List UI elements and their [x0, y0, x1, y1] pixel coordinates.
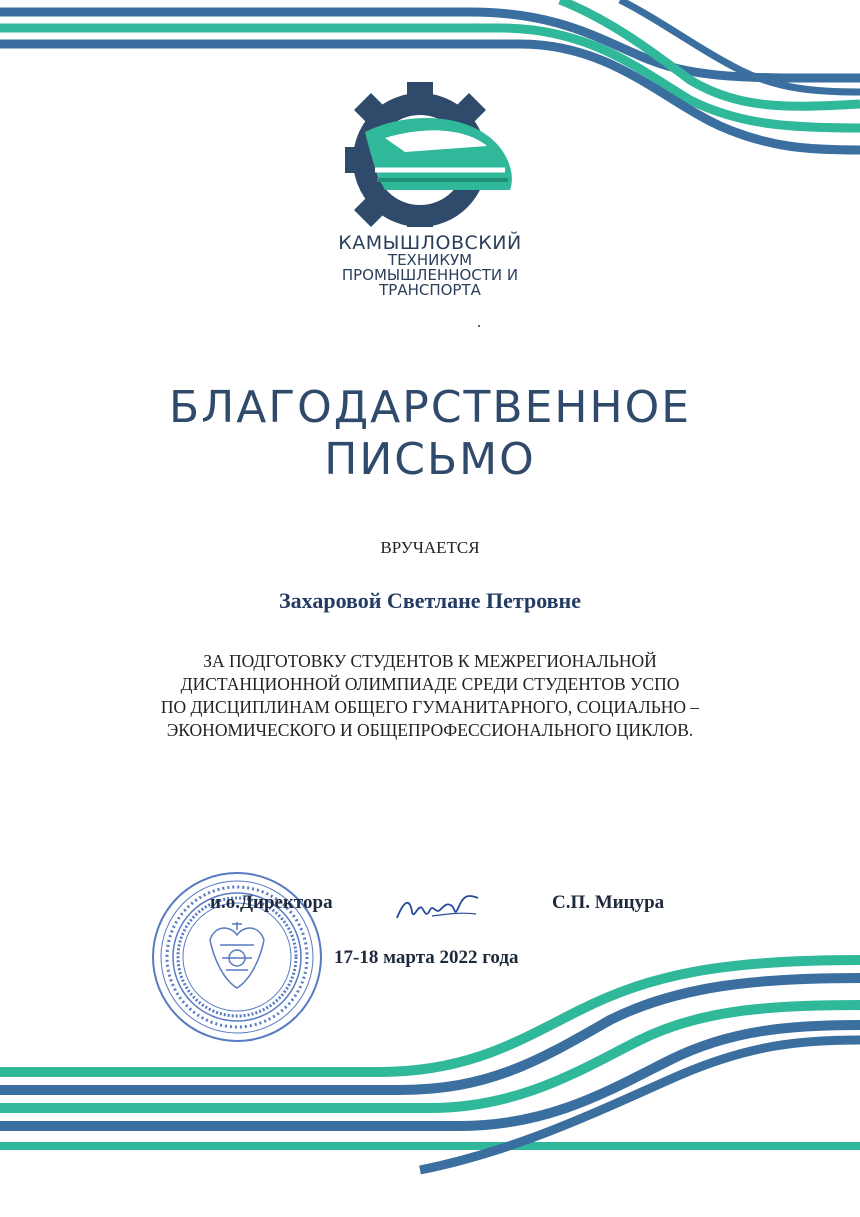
handwritten-signature: [392, 890, 482, 926]
stray-dot: [478, 325, 480, 327]
reason-line2: ДИСТАНЦИОННОЙ ОЛИМПИАДЕ СРЕДИ СТУДЕНТОВ УСПО: [180, 674, 680, 694]
document-title-line1: БЛАГОДАРСТВЕННОЕ: [168, 382, 692, 433]
signatory-name: С.П. Мицура: [552, 892, 665, 913]
org-name-line1: КАМЫШЛОВСКИЙ: [338, 232, 522, 254]
award-reason: [0, 650, 860, 742]
gear-train-logo-icon: [345, 82, 525, 227]
reason-line1: ЗА ПОДГОТОВКУ СТУДЕНТОВ К МЕЖРЕГИОНАЛЬНОЙ: [203, 651, 657, 671]
org-name-line2: ТЕХНИКУМ: [387, 251, 473, 269]
signatory-position: и.о.Директора: [210, 892, 333, 913]
awarded-label: ВРУЧАЕТСЯ: [380, 538, 480, 557]
document-title-line2: ПИСЬМО: [324, 434, 536, 485]
organization-name: [310, 234, 550, 298]
reason-line3: ПО ДИСЦИПЛИНАМ ОБЩЕГО ГУМАНИТАРНОГО, СОЦИАЛЬНО –: [160, 697, 700, 717]
reason-line4: ЭКОНОМИЧЕСКОГО И ОБЩЕПРОФЕССИОНАЛЬНОГО ЦИКЛОВ.: [166, 720, 694, 740]
event-date: 17-18 марта 2022 года: [334, 947, 519, 968]
recipient-name: Захаровой Светлане Петровне: [279, 588, 581, 613]
org-name-line4: ТРАНСПОРТА: [379, 281, 481, 299]
org-name-line3: ПРОМЫШЛЕННОСТИ И: [341, 266, 519, 284]
